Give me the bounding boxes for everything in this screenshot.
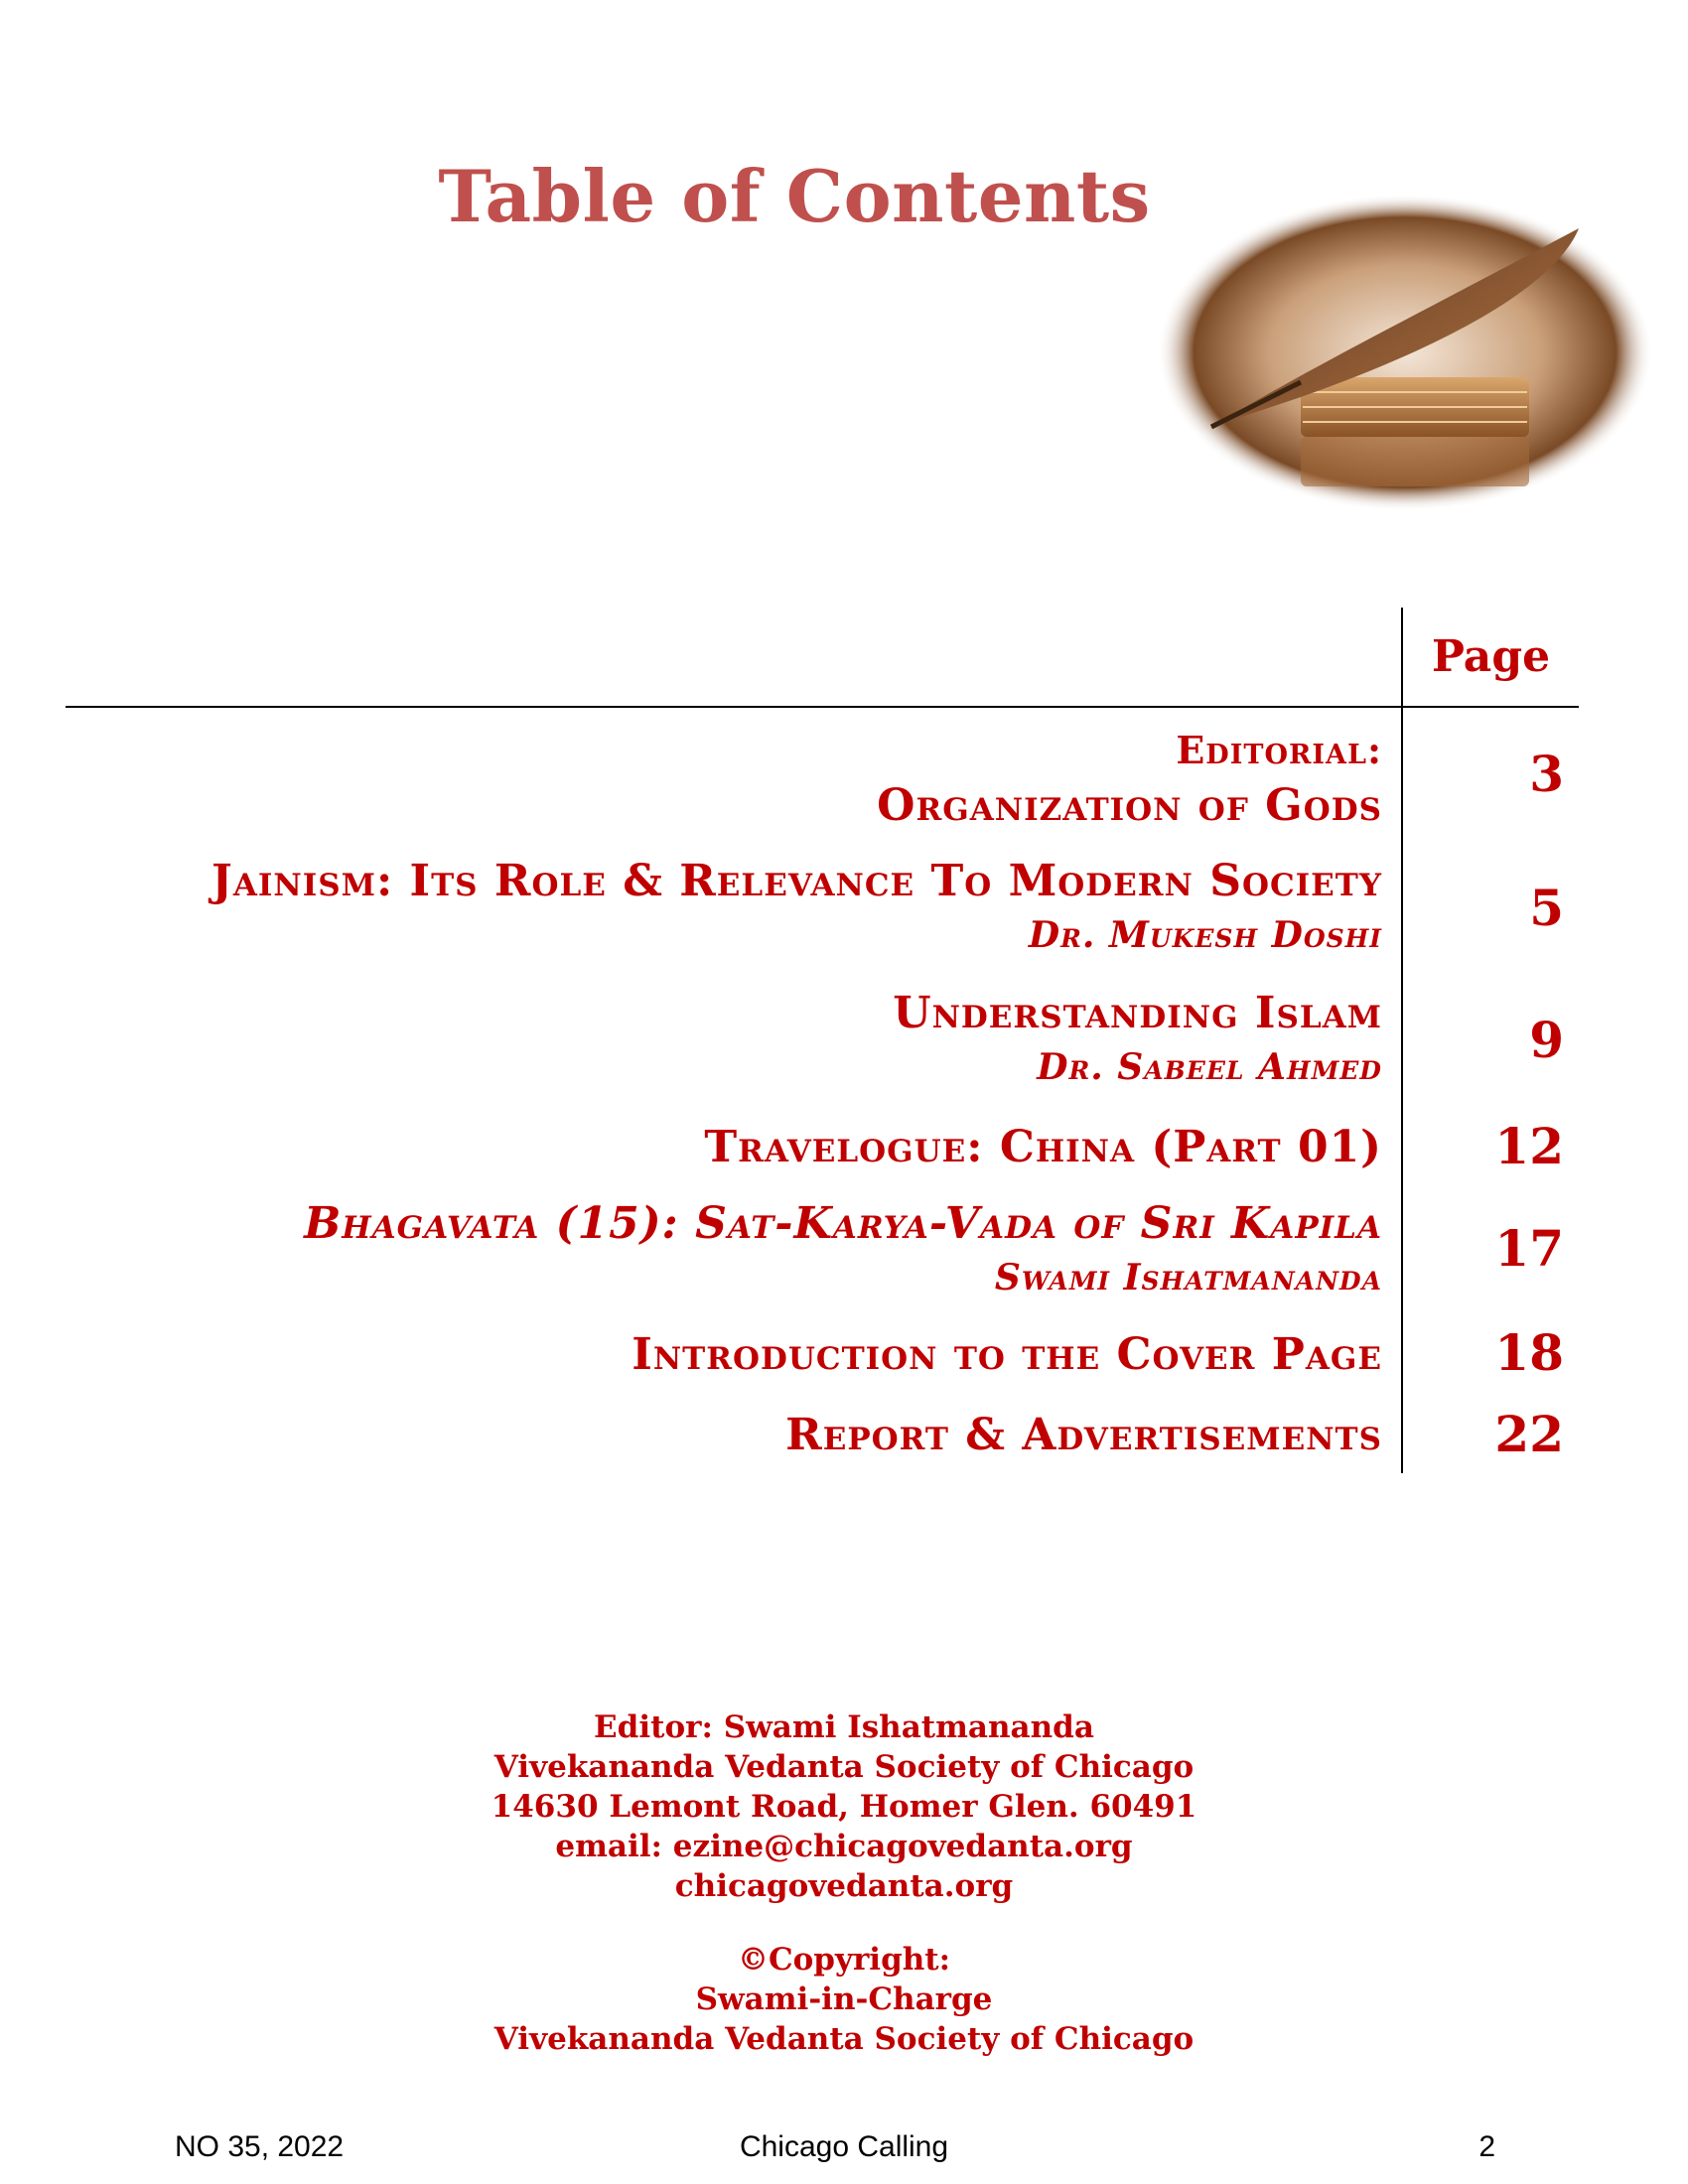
toc-entry-jainism[interactable] bbox=[66, 854, 1382, 961]
toc-entry-title: Introduction to the Cover Page bbox=[632, 1329, 1382, 1380]
editor-line: Editor: Swami Ishatmananda bbox=[594, 1709, 1094, 1745]
toc-entry-cover-page[interactable] bbox=[66, 1327, 1382, 1383]
toc-entry-title: Report & Advertisements bbox=[785, 1410, 1382, 1460]
organization-line: Vivekananda Vedanta Society of Chicago bbox=[493, 1749, 1195, 1785]
footer-publication: Chicago Calling bbox=[739, 2130, 949, 2163]
toc-entry-bhagavata[interactable] bbox=[66, 1196, 1382, 1303]
toc-entry-travelogue[interactable] bbox=[66, 1120, 1382, 1175]
footer-page-number: 2 bbox=[1478, 2130, 1495, 2163]
toc-page-number: 22 bbox=[1494, 1405, 1564, 1463]
toc-entry-author: Dr. Sabeel Ahmed bbox=[1037, 1046, 1382, 1088]
toc-page-number: 12 bbox=[1494, 1117, 1564, 1175]
toc-page-number: 17 bbox=[1494, 1219, 1564, 1278]
toc-page-number: 9 bbox=[1529, 1011, 1564, 1069]
toc-header-rule bbox=[66, 706, 1579, 708]
toc-entry-report[interactable] bbox=[66, 1408, 1382, 1463]
toc-entry-author: Swami Ishatmananda bbox=[994, 1257, 1382, 1298]
toc-entry-title: Travelogue: China (Part 01) bbox=[704, 1122, 1382, 1172]
toc-page-number: 5 bbox=[1529, 879, 1564, 937]
toc-entry-title: Editorial: bbox=[1176, 728, 1382, 772]
website-link[interactable]: chicagovedanta.org bbox=[674, 1868, 1014, 1904]
copyright-holder: Swami-in-Charge bbox=[695, 1981, 993, 2017]
email-line[interactable]: email: ezine@chicagovedanta.org bbox=[555, 1829, 1133, 1864]
toc-entry-title: Jainism: Its Role & Relevance To Modern Society bbox=[211, 856, 1382, 906]
toc-entry-editorial[interactable] bbox=[66, 723, 1382, 834]
address-line: 14630 Lemont Road, Homer Glen. 60491 bbox=[491, 1789, 1197, 1825]
toc-page-number: 3 bbox=[1529, 745, 1564, 803]
toc-entry-author: Dr. Mukesh Doshi bbox=[1028, 914, 1382, 956]
toc-entry-title: Understanding Islam bbox=[893, 988, 1382, 1038]
page-column-header: Page bbox=[1431, 631, 1551, 682]
toc-page-number: 18 bbox=[1494, 1323, 1564, 1382]
page-title: Table of Contents bbox=[438, 154, 1151, 238]
copyright-organization: Vivekananda Vedanta Society of Chicago bbox=[493, 2021, 1195, 2057]
toc-entry-title: Bhagavata (15): Sat-Karya-Vada of Sri Kapila bbox=[304, 1198, 1382, 1249]
toc-entry-subtitle: Organization of Gods bbox=[877, 780, 1382, 831]
footer-issue: NO 35, 2022 bbox=[175, 2130, 345, 2163]
copyright-label: ©Copyright: bbox=[737, 1942, 951, 1978]
toc-entry-islam[interactable] bbox=[66, 986, 1382, 1093]
toc-vertical-rule bbox=[1401, 608, 1403, 1473]
quill-and-book-image bbox=[1152, 189, 1658, 516]
contact-block bbox=[298, 1707, 1390, 2059]
